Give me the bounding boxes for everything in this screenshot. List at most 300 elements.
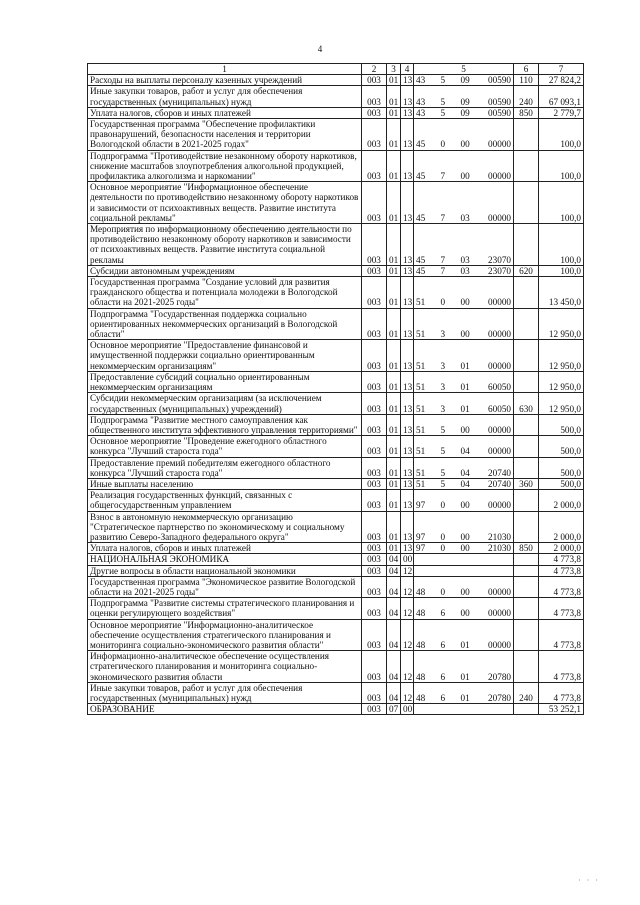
header-cell: 6: [514, 64, 539, 75]
row-expense-type-cell: 850: [514, 543, 539, 554]
row-expense-type-cell: 240: [514, 682, 539, 703]
table-row: [88, 265, 584, 276]
target-article-part: 5: [440, 424, 446, 435]
target-article-part: 51: [416, 297, 426, 308]
header-cell: 7: [539, 64, 584, 75]
row-name-cell: Основное мероприятие "Информационное обеспечение деятельности по противодействию незаконному обороту наркотиков и зависимости от психоактивных веществ. Развитие института социальной рекламы": [88, 182, 362, 224]
target-article-part: 48: [416, 586, 426, 597]
row-expense-type-cell: [514, 457, 539, 478]
target-article-code: [416, 171, 511, 181]
row-expense-type-cell: [514, 598, 539, 619]
row-section-cell: 01: [387, 107, 401, 118]
row-target-article-cell: [414, 224, 514, 266]
row-ved-cell: 003: [362, 277, 387, 309]
target-article-part: 00000: [488, 500, 511, 511]
header-cell: 5: [414, 64, 514, 75]
target-article-part: 51: [416, 446, 426, 457]
target-article-part: 09: [460, 75, 470, 86]
row-amount-cell: 500,0: [539, 414, 584, 435]
row-subsection-cell: 13: [401, 511, 414, 543]
table-row: [88, 511, 584, 543]
row-target-article-cell: [414, 478, 514, 489]
target-article-code: [416, 672, 511, 682]
row-subsection-cell: 13: [401, 414, 414, 435]
row-section-cell: 01: [387, 265, 401, 276]
target-article-part: 51: [416, 424, 426, 435]
target-article-part: 0: [440, 139, 446, 150]
row-ved-cell: 003: [362, 265, 387, 276]
row-amount-cell: 4 773,8: [539, 576, 584, 597]
target-article-part: 48: [416, 671, 426, 682]
table-row: [88, 119, 584, 151]
target-article-part: 51: [416, 329, 426, 340]
target-article-part: 7: [440, 212, 446, 223]
target-article-part: 20740: [488, 467, 511, 478]
row-ved-cell: 003: [362, 86, 387, 107]
target-article-code: [416, 297, 511, 307]
row-section-cell: 01: [387, 543, 401, 554]
target-article-part: 6: [440, 692, 446, 703]
row-name-cell: Предоставление субсидий социально ориентированным некоммерческим организациям: [88, 371, 362, 392]
row-section-cell: 01: [387, 308, 401, 340]
target-article-part: 00000: [488, 139, 511, 150]
row-name-cell: Основное мероприятие "Проведение ежегодного областного конкурса "Лучший староста года": [88, 436, 362, 457]
table-row: [88, 543, 584, 554]
table-row: [88, 182, 584, 224]
row-section-cell: 04: [387, 651, 401, 683]
row-subsection-cell: 13: [401, 371, 414, 392]
target-article-part: 00: [460, 531, 470, 542]
target-article-code: [416, 97, 511, 107]
row-subsection-cell: 12: [401, 651, 414, 683]
row-subsection-cell: 00: [401, 554, 414, 565]
row-section-cell: 01: [387, 436, 401, 457]
header-cell: 3: [387, 64, 401, 75]
row-section-cell: 07: [387, 704, 401, 715]
target-article-part: 7: [440, 254, 446, 265]
row-expense-type-cell: [514, 651, 539, 683]
target-article-part: 0: [440, 500, 446, 511]
row-ved-cell: 003: [362, 371, 387, 392]
row-expense-type-cell: [514, 119, 539, 151]
table-row: [88, 704, 584, 715]
target-article-part: 03: [460, 265, 470, 276]
row-expense-type-cell: 360: [514, 478, 539, 489]
row-expense-type-cell: [514, 704, 539, 715]
row-amount-cell: 53 252,1: [539, 704, 584, 715]
row-section-cell: 01: [387, 490, 401, 511]
row-amount-cell: 100,0: [539, 119, 584, 151]
row-ved-cell: 003: [362, 436, 387, 457]
table-row: [88, 107, 584, 118]
row-section-cell: 04: [387, 598, 401, 619]
target-article-part: 09: [460, 107, 470, 118]
scan-margin-mark: · · ·: [578, 876, 600, 885]
row-section-cell: 01: [387, 371, 401, 392]
row-amount-cell: 4 773,8: [539, 682, 584, 703]
row-target-article-cell: [414, 576, 514, 597]
row-amount-cell: 500,0: [539, 478, 584, 489]
row-amount-cell: 4 773,8: [539, 651, 584, 683]
row-subsection-cell: 13: [401, 75, 414, 86]
row-subsection-cell: 13: [401, 86, 414, 107]
row-ved-cell: 003: [362, 543, 387, 554]
target-article-code: [416, 329, 511, 339]
target-article-part: 43: [416, 96, 426, 107]
target-article-part: 0: [440, 531, 446, 542]
row-name-cell: НАЦИОНАЛЬНАЯ ЭКОНОМИКА: [88, 554, 362, 565]
target-article-part: 6: [440, 608, 446, 619]
row-subsection-cell: 13: [401, 543, 414, 554]
target-article-part: 00: [460, 424, 470, 435]
row-name-cell: Субсидии некоммерческим организациям (за исключением государственных (муниципальных) учреждений): [88, 393, 362, 414]
target-article-part: 03: [460, 254, 470, 265]
target-article-part: 51: [416, 382, 426, 393]
row-section-cell: 01: [387, 75, 401, 86]
table-row: [88, 457, 584, 478]
target-article-code: [416, 543, 511, 553]
row-amount-cell: 100,0: [539, 224, 584, 266]
row-target-article-cell: [414, 543, 514, 554]
target-article-part: 51: [416, 467, 426, 478]
row-subsection-cell: 13: [401, 107, 414, 118]
row-name-cell: Иные закупки товаров, работ и услуг для обеспечения государственных (муниципальных) нужд: [88, 682, 362, 703]
row-ved-cell: 003: [362, 490, 387, 511]
target-article-part: 7: [440, 171, 446, 182]
target-article-part: 3: [440, 360, 446, 371]
row-section-cell: 04: [387, 565, 401, 576]
row-amount-cell: 4 773,8: [539, 598, 584, 619]
row-target-article-cell: [414, 277, 514, 309]
target-article-part: 01: [460, 360, 470, 371]
row-ved-cell: 003: [362, 75, 387, 86]
row-name-cell: Основное мероприятие "Информационно-аналитическое обеспечение осуществления стратегического планирования и мониторинга социально-экономического развития области": [88, 619, 362, 651]
target-article-part: 43: [416, 107, 426, 118]
row-target-article-cell: [414, 86, 514, 107]
target-article-part: 97: [416, 531, 426, 542]
target-article-part: 00: [460, 543, 470, 554]
row-ved-cell: 003: [362, 119, 387, 151]
target-article-part: 00: [460, 500, 470, 511]
table-row: [88, 150, 584, 182]
row-name-cell: Информационно-аналитическое обеспечение осуществления стратегического планирования и мониторинга социально-экономического развития области: [88, 651, 362, 683]
target-article-part: 45: [416, 254, 426, 265]
row-target-article-cell: [414, 682, 514, 703]
row-expense-type-cell: [514, 224, 539, 266]
row-expense-type-cell: [514, 565, 539, 576]
target-article-part: 0: [440, 297, 446, 308]
row-section-cell: 04: [387, 619, 401, 651]
row-target-article-cell: [414, 490, 514, 511]
row-subsection-cell: 13: [401, 436, 414, 457]
table-row: [88, 490, 584, 511]
row-expense-type-cell: 630: [514, 393, 539, 414]
target-article-part: 04: [460, 467, 470, 478]
row-expense-type-cell: [514, 490, 539, 511]
header-cell: 4: [401, 64, 414, 75]
row-name-cell: Иные закупки товаров, работ и услуг для обеспечения государственных (муниципальных) нужд: [88, 86, 362, 107]
target-article-part: 00000: [488, 212, 511, 223]
target-article-part: 00000: [488, 608, 511, 619]
row-subsection-cell: 13: [401, 182, 414, 224]
target-article-part: 6: [440, 671, 446, 682]
row-ved-cell: 003: [362, 478, 387, 489]
target-article-part: 00: [460, 608, 470, 619]
target-article-part: 23070: [488, 254, 511, 265]
row-amount-cell: 13 450,0: [539, 277, 584, 309]
target-article-part: 04: [460, 478, 470, 489]
row-section-cell: 01: [387, 414, 401, 435]
row-target-article-cell: [414, 598, 514, 619]
row-section-cell: 04: [387, 554, 401, 565]
row-target-article-cell: [414, 150, 514, 182]
row-expense-type-cell: [514, 371, 539, 392]
row-target-article-cell: [414, 436, 514, 457]
target-article-part: 97: [416, 543, 426, 554]
target-article-part: 0: [440, 586, 446, 597]
target-article-part: 43: [416, 75, 426, 86]
row-ved-cell: 003: [362, 182, 387, 224]
row-amount-cell: 27 824,2: [539, 75, 584, 86]
row-amount-cell: 4 773,8: [539, 554, 584, 565]
table-row: [88, 565, 584, 576]
target-article-part: 00: [460, 171, 470, 182]
row-expense-type-cell: 620: [514, 265, 539, 276]
row-target-article-cell: [414, 308, 514, 340]
row-ved-cell: 003: [362, 224, 387, 266]
row-ved-cell: 003: [362, 619, 387, 651]
row-section-cell: 01: [387, 150, 401, 182]
table-row: [88, 414, 584, 435]
header-cell: 1: [88, 64, 362, 75]
target-article-part: 00000: [488, 639, 511, 650]
row-amount-cell: 2 000,0: [539, 543, 584, 554]
row-section-cell: 01: [387, 457, 401, 478]
row-target-article-cell: [414, 457, 514, 478]
target-article-part: 00000: [488, 446, 511, 457]
row-ved-cell: 003: [362, 704, 387, 715]
row-section-cell: 01: [387, 511, 401, 543]
row-target-article-cell: [414, 340, 514, 372]
row-expense-type-cell: [514, 340, 539, 372]
target-article-part: 01: [460, 671, 470, 682]
row-target-article-cell: [414, 107, 514, 118]
row-expense-type-cell: [514, 414, 539, 435]
target-article-part: 5: [440, 478, 446, 489]
row-amount-cell: 2 000,0: [539, 490, 584, 511]
row-subsection-cell: 13: [401, 393, 414, 414]
row-section-cell: 04: [387, 576, 401, 597]
target-article-part: 51: [416, 403, 426, 414]
row-target-article-cell: [414, 371, 514, 392]
row-name-cell: Подпрограмма "Развитие системы стратегического планирования и оценки регулирующего воздействия": [88, 598, 362, 619]
row-section-cell: 01: [387, 277, 401, 309]
target-article-part: 09: [460, 96, 470, 107]
row-target-article-cell: [414, 619, 514, 651]
row-section-cell: 01: [387, 478, 401, 489]
target-article-part: 00000: [488, 424, 511, 435]
target-article-code: [416, 608, 511, 618]
target-article-code: [416, 266, 511, 276]
target-article-part: 3: [440, 329, 446, 340]
row-ved-cell: 003: [362, 457, 387, 478]
row-target-article-cell: [414, 119, 514, 151]
row-name-cell: Иные выплаты населению: [88, 478, 362, 489]
row-name-cell: Подпрограмма "Противодействие незаконному обороту наркотиков, снижение масштабов злоупотребления алкогольной продукцией, профилактика алкоголизма и наркомании": [88, 150, 362, 182]
page-number: 4: [317, 44, 323, 54]
target-article-code: [416, 213, 511, 223]
row-amount-cell: 67 093,1: [539, 86, 584, 107]
target-article-part: 01: [460, 403, 470, 414]
row-subsection-cell: 13: [401, 224, 414, 266]
row-expense-type-cell: [514, 277, 539, 309]
row-ved-cell: 003: [362, 150, 387, 182]
row-target-article-cell: [414, 704, 514, 715]
target-article-part: 45: [416, 139, 426, 150]
target-article-part: 20780: [488, 671, 511, 682]
target-article-part: 51: [416, 478, 426, 489]
row-subsection-cell: 13: [401, 119, 414, 151]
budget-table: [87, 63, 584, 715]
table-row: [88, 277, 584, 309]
row-ved-cell: 003: [362, 393, 387, 414]
row-section-cell: 01: [387, 86, 401, 107]
target-article-code: [416, 404, 511, 414]
target-article-part: 23070: [488, 265, 511, 276]
row-amount-cell: 100,0: [539, 150, 584, 182]
row-name-cell: Государственная программа "Экономическое развитие Вологодской области на 2021-2025 годы": [88, 576, 362, 597]
target-article-part: 45: [416, 171, 426, 182]
table-row: [88, 75, 584, 86]
table-row: [88, 576, 584, 597]
row-subsection-cell: 12: [401, 619, 414, 651]
row-name-cell: Другие вопросы в области национальной экономики: [88, 565, 362, 576]
row-name-cell: Мероприятия по информационному обеспечению деятельности по противодействию незаконному обороту наркотиков и зависимости от психоактивных веществ. Развитие института социальной рекламы: [88, 224, 362, 266]
target-article-code: [416, 108, 511, 118]
row-ved-cell: 003: [362, 511, 387, 543]
target-article-code: [416, 255, 511, 265]
target-article-code: [416, 425, 511, 435]
row-name-cell: Предоставление премий победителям ежегодного областного конкурса "Лучший староста года": [88, 457, 362, 478]
target-article-part: 60050: [488, 403, 511, 414]
target-article-part: 3: [440, 403, 446, 414]
table-row: [88, 682, 584, 703]
target-article-part: 00000: [488, 171, 511, 182]
row-target-article-cell: [414, 182, 514, 224]
row-amount-cell: 12 950,0: [539, 393, 584, 414]
row-name-cell: Субсидии автономным учреждениям: [88, 265, 362, 276]
row-name-cell: Реализация государственных функций, связанных с общегосударственным управлением: [88, 490, 362, 511]
row-amount-cell: 12 950,0: [539, 340, 584, 372]
row-ved-cell: 003: [362, 598, 387, 619]
table-row: [88, 619, 584, 651]
target-article-code: [416, 361, 511, 371]
target-article-part: 00000: [488, 297, 511, 308]
row-subsection-cell: 13: [401, 277, 414, 309]
row-amount-cell: 100,0: [539, 182, 584, 224]
row-name-cell: Подпрограмма "Развитие местного самоуправления как общественного института эффективного управления территориями": [88, 414, 362, 435]
row-ved-cell: 003: [362, 565, 387, 576]
row-target-article-cell: [414, 554, 514, 565]
row-expense-type-cell: [514, 511, 539, 543]
row-subsection-cell: 13: [401, 490, 414, 511]
target-article-code: [416, 640, 511, 650]
row-amount-cell: 500,0: [539, 436, 584, 457]
target-article-part: 5: [440, 75, 446, 86]
row-amount-cell: 12 950,0: [539, 371, 584, 392]
row-name-cell: Государственная программа "Обеспечение профилактики правонарушений, безопасности населения и территории Вологодской области в 2021-2025 годах": [88, 119, 362, 151]
row-amount-cell: 4 773,8: [539, 619, 584, 651]
target-article-part: 5: [440, 107, 446, 118]
row-expense-type-cell: 850: [514, 107, 539, 118]
table-row: [88, 478, 584, 489]
row-expense-type-cell: 240: [514, 86, 539, 107]
row-amount-cell: 500,0: [539, 457, 584, 478]
row-expense-type-cell: [514, 619, 539, 651]
row-name-cell: Уплата налогов, сборов и иных платежей: [88, 543, 362, 554]
row-subsection-cell: 13: [401, 265, 414, 276]
target-article-part: 45: [416, 265, 426, 276]
row-name-cell: Взнос в автономную некоммерческую организацию "Стратегическое партнерство по экономическому и социальному развитию Северо-Западного федерального округа": [88, 511, 362, 543]
row-name-cell: Основное мероприятие "Предоставление финансовой и имущественной поддержки социально ориентированным некоммерческим организациям": [88, 340, 362, 372]
row-target-article-cell: [414, 414, 514, 435]
row-amount-cell: 2 000,0: [539, 511, 584, 543]
target-article-part: 04: [460, 446, 470, 457]
table-row: [88, 371, 584, 392]
row-target-article-cell: [414, 265, 514, 276]
target-article-code: [416, 468, 511, 478]
target-article-part: 20740: [488, 478, 511, 489]
row-ved-cell: 003: [362, 554, 387, 565]
row-subsection-cell: 12: [401, 565, 414, 576]
row-ved-cell: 003: [362, 682, 387, 703]
target-article-part: 01: [460, 382, 470, 393]
row-subsection-cell: 13: [401, 340, 414, 372]
row-ved-cell: 003: [362, 308, 387, 340]
row-ved-cell: 003: [362, 107, 387, 118]
table-row: [88, 86, 584, 107]
target-article-part: 00000: [488, 360, 511, 371]
row-subsection-cell: 12: [401, 598, 414, 619]
row-amount-cell: 4 773,8: [539, 565, 584, 576]
target-article-part: 5: [440, 467, 446, 478]
row-name-cell: Уплата налогов, сборов и иных платежей: [88, 107, 362, 118]
table-header-row: [88, 64, 584, 75]
table-row: [88, 554, 584, 565]
row-amount-cell: 100,0: [539, 265, 584, 276]
row-expense-type-cell: [514, 576, 539, 597]
row-section-cell: 01: [387, 393, 401, 414]
row-subsection-cell: 12: [401, 576, 414, 597]
row-ved-cell: 003: [362, 576, 387, 597]
target-article-code: [416, 446, 511, 456]
table-row: [88, 651, 584, 683]
target-article-code: [416, 500, 511, 510]
target-article-part: 00590: [488, 107, 511, 118]
row-expense-type-cell: 110: [514, 75, 539, 86]
target-article-part: 60050: [488, 382, 511, 393]
target-article-part: 01: [460, 639, 470, 650]
target-article-part: 21030: [488, 543, 511, 554]
table-row: [88, 224, 584, 266]
target-article-code: [416, 587, 511, 597]
table-row: [88, 340, 584, 372]
row-subsection-cell: 00: [401, 704, 414, 715]
row-amount-cell: 2 779,7: [539, 107, 584, 118]
row-expense-type-cell: [514, 308, 539, 340]
target-article-code: [416, 532, 511, 542]
row-section-cell: 04: [387, 682, 401, 703]
